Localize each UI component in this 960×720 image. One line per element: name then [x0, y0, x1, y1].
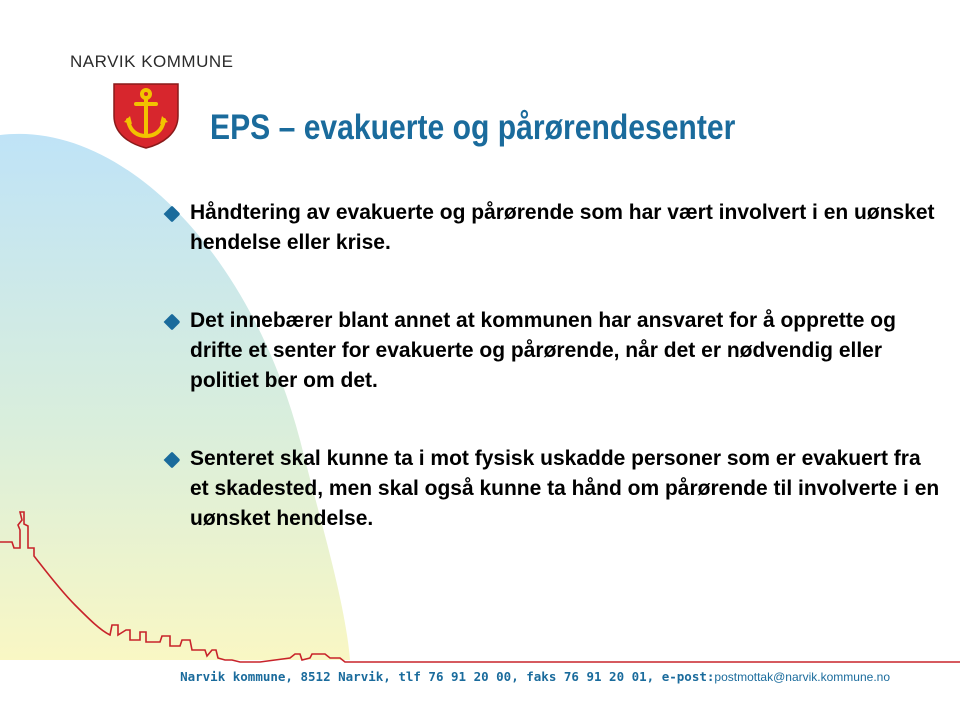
bullet-item	[165, 444, 945, 534]
bullet-text: Håndtering av evakuerte og pårørende som har vært involvert i en uønsket hendelse eller krise.	[190, 201, 935, 254]
footer-contact-text: Narvik kommune, 8512 Narvik, tlf 76 91 20 00, faks 76 91 20 01, e-post:	[180, 669, 715, 684]
diamond-bullet-icon	[164, 206, 181, 223]
bullet-list	[165, 198, 945, 582]
anchor-crest-icon	[108, 80, 184, 150]
footer-contact	[0, 669, 960, 684]
bullet-item	[165, 198, 945, 258]
diamond-bullet-icon	[164, 314, 181, 331]
footer-email[interactable]: postmottak@narvik.kommune.no	[714, 670, 890, 684]
bullet-text: Senteret skal kunne ta i mot fysisk uskadde personer som er evakuert fra et skadested, men skal også kunne ta hånd om pårørende til involverte i en uønsket hendelse.	[190, 447, 940, 530]
org-name: NARVIK KOMMUNE	[70, 52, 234, 71]
bullet-text: Det innebærer blant annet at kommunen har ansvaret for å opprette og drifte et senter for evakuerte og pårørende, når det er nødvendig eller politiet ber om det.	[190, 309, 896, 392]
bullet-item	[165, 306, 945, 396]
diamond-bullet-icon	[164, 452, 181, 469]
slide-title: EPS – evakuerte og pårørendesenter	[210, 108, 736, 147]
